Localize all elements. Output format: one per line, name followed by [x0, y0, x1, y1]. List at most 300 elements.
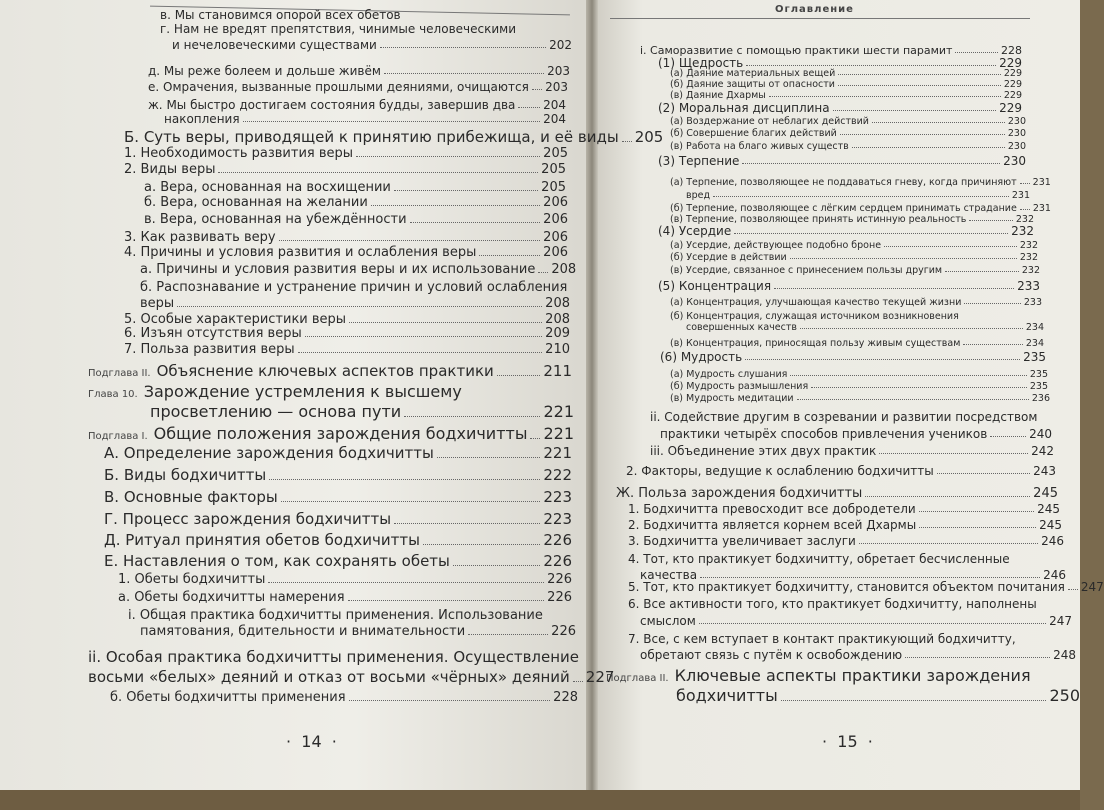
toc-entry-title [148, 64, 381, 78]
toc-entry-text: 5. Особые характеристики веры [124, 312, 347, 327]
right-toc-entry [670, 252, 1038, 263]
left-toc-entry [124, 230, 568, 245]
toc-entry-text: 1. Необходимость развития веры [124, 146, 354, 161]
toc-page-number: 210 [545, 342, 570, 357]
leader-dots [742, 163, 1000, 164]
leader-dots [404, 416, 540, 417]
left-toc-entry [88, 362, 572, 380]
toc-entry-title [640, 648, 902, 662]
toc-entry-text: Г. Процесс зарождения бодхичитты [104, 510, 392, 528]
toc-page-number: 243 [1033, 464, 1056, 478]
toc-entry-text: 2. Бодхичитта является корнем всей Дхармы [628, 518, 917, 532]
toc-entry-title [606, 666, 1076, 685]
leader-dots [781, 700, 1047, 701]
toc-entry-title [148, 98, 515, 112]
leader-dots [269, 479, 540, 480]
right-toc-entry [660, 427, 1052, 441]
toc-page-number: 227 [585, 668, 615, 686]
right-toc-entry [640, 648, 1076, 662]
right-toc-entry [670, 381, 1048, 392]
leader-dots [1068, 589, 1078, 590]
right-toc-entry [670, 203, 1051, 214]
toc-entry-prefix: Подглава II. [88, 368, 151, 379]
toc-entry-title [670, 240, 881, 251]
toc-entry-title [628, 518, 916, 532]
toc-entry-title [88, 668, 570, 686]
right-toc-entry [660, 350, 1046, 364]
toc-entry-text: бодхичитты [676, 686, 778, 705]
left-toc-entry [124, 128, 664, 146]
toc-page-number: 245 [1037, 502, 1060, 516]
leader-dots [349, 700, 551, 701]
right-toc-entry [628, 534, 1064, 548]
left-toc-entry [160, 8, 580, 22]
leader-dots [349, 322, 542, 323]
toc-entry-text: 4. Причины и условия развития и ослабления веры [124, 245, 477, 260]
toc-entry-title [660, 427, 987, 441]
leader-dots [859, 543, 1038, 544]
toc-entry-text: 4. Тот, кто практикует бодхичитту, обретает бесчисленные [628, 552, 1010, 566]
toc-page-number: 233 [1023, 297, 1042, 308]
toc-entry-text: д. Мы реже болеем и дольше живём [148, 64, 381, 78]
toc-entry-title [104, 510, 391, 528]
right-toc-entry [650, 410, 1050, 424]
toc-entry-title [670, 393, 794, 404]
right-toc-entry [670, 116, 1026, 127]
toc-entry-title [686, 322, 797, 333]
toc-page-number: 223 [543, 488, 572, 506]
toc-entry-text: 3. Бодхичитта увеличивает заслуги [628, 534, 856, 548]
toc-page-number: 208 [545, 296, 570, 311]
toc-page-number: 229 [999, 101, 1022, 115]
toc-page-number: 204 [543, 98, 566, 112]
left-toc-entry [124, 245, 568, 260]
right-toc-entry [658, 279, 1040, 293]
leader-dots [790, 258, 1017, 259]
leader-dots [865, 496, 1030, 497]
left-toc-entry [110, 690, 578, 705]
toc-entry-text: (б) Совершение благих действий [670, 128, 837, 139]
toc-entry-title [670, 177, 1017, 188]
toc-page-number: 231 [1032, 203, 1051, 214]
toc-entry-prefix: Глава 10. [88, 389, 138, 400]
toc-entry-text: В. Основные факторы [104, 488, 278, 506]
toc-page-number: 235 [1023, 350, 1046, 364]
toc-entry-title [640, 614, 696, 628]
toc-page-number: 228 [553, 690, 578, 705]
right-toc-entry [670, 90, 1022, 101]
leader-dots [479, 255, 540, 256]
toc-entry-text: (б) Терпение, позволяющее с лёгким сердцем принимать страдание [670, 203, 1017, 214]
toc-entry-title [628, 552, 1064, 566]
left-toc-entry [164, 112, 566, 126]
toc-page-number: 206 [543, 245, 568, 260]
toc-entry-title [670, 116, 869, 127]
toc-page-number: 247 [1049, 614, 1072, 628]
leader-dots [177, 306, 542, 307]
leader-dots [919, 511, 1034, 512]
toc-entry-text: (6) Мудрость [660, 350, 743, 364]
toc-entry-text: 1. Бодхичитта превосходит все добродетели [628, 502, 916, 516]
toc-entry-text: Б. Суть веры, приводящей к принятию прибежища, и её виды [124, 128, 619, 146]
toc-entry-title [124, 230, 276, 245]
toc-entry-text: Ж. Польза зарождения бодхичитты [616, 486, 863, 501]
toc-entry-text: (в) Терпение, позволяющее принять истинную реальность [670, 214, 967, 225]
toc-entry-text: (в) Мудрость медитации [670, 393, 794, 404]
toc-entry-text: памятования, бдительности и внимательности [140, 624, 466, 639]
toc-page-number: 203 [545, 80, 568, 94]
leader-dots [281, 501, 541, 502]
toc-entry-text: б. Вера, основанная на желании [144, 195, 368, 210]
left-toc-entry [88, 424, 575, 443]
toc-entry-text: (3) Терпение [658, 154, 740, 168]
leader-dots [746, 65, 996, 66]
leader-dots [872, 122, 1005, 123]
leader-dots [919, 527, 1036, 528]
leader-dots [811, 387, 1027, 388]
toc-page-number: 229 [999, 56, 1022, 70]
right-toc-entry [676, 686, 1080, 705]
left-toc-entry [124, 162, 566, 177]
toc-entry-text: ii. Особая практика бодхичитты применения. Осуществление [88, 648, 580, 666]
leader-dots [356, 156, 540, 157]
toc-entry-title [670, 297, 961, 308]
toc-entry-title [628, 502, 916, 516]
toc-page-number: 221 [543, 424, 575, 443]
toc-entry-text: ж. Мы быстро достигаем состояния будды, завершив два [148, 98, 516, 112]
toc-entry-title [124, 312, 346, 327]
toc-entry-text: б. Обеты бодхичитты применения [110, 690, 346, 705]
leader-dots [532, 89, 542, 90]
toc-entry-text: (в) Концентрация, приносящая пользу живым существам [670, 338, 961, 349]
toc-entry-text: Зарождение устремления к высшему [143, 382, 462, 401]
toc-entry-text: А. Определение зарождения бодхичитты [104, 444, 434, 462]
toc-page-number: 232 [1015, 214, 1034, 225]
leader-dots [573, 681, 583, 682]
leader-dots [394, 190, 538, 191]
toc-entry-title [160, 8, 580, 22]
header-rule [610, 18, 1030, 19]
leader-dots [394, 523, 540, 524]
toc-page-number: 211 [543, 362, 572, 380]
toc-entry-text: качества [640, 568, 698, 582]
right-toc-entry [670, 265, 1040, 276]
leader-dots [497, 375, 541, 376]
leader-dots [713, 196, 1009, 197]
toc-entry-title [104, 488, 278, 506]
toc-entry-title [144, 212, 407, 227]
toc-entry-title [670, 68, 835, 79]
leader-dots [268, 582, 544, 583]
toc-entry-text: (б) Даяние защиты от опасности [670, 79, 835, 90]
toc-entry-text: 6. Изъян отсутствия веры [124, 326, 302, 341]
toc-entry-title [124, 128, 619, 146]
toc-page-number: 250 [1049, 686, 1080, 705]
toc-entry-text: (в) Даяние Дхармы [670, 90, 766, 101]
leader-dots [371, 205, 540, 206]
toc-page-number: 203 [547, 64, 570, 78]
left-toc-entry [148, 64, 570, 78]
leader-dots [410, 222, 541, 223]
toc-page-number: 231 [1011, 190, 1030, 201]
toc-entry-title [140, 624, 465, 639]
toc-entry-text: веры [140, 296, 175, 311]
toc-entry-title [670, 265, 942, 276]
toc-entry-text: 7. Все, с кем вступает в контакт практикующий бодхичитту, [628, 632, 1016, 646]
toc-entry-text: (4) Усердие [658, 224, 732, 238]
toc-page-number: 205 [543, 146, 568, 161]
toc-entry-text: (в) Работа на благо живых существ [670, 141, 849, 152]
toc-entry-text: г. Нам не вредят препятствия, чинимые человеческими [160, 22, 516, 36]
toc-page-number: 226 [547, 572, 572, 587]
toc-page-number: 226 [547, 590, 572, 605]
leader-dots [305, 336, 542, 337]
left-toc-entry [140, 624, 576, 639]
toc-page-number: 246 [1041, 534, 1064, 548]
right-toc-entry [606, 666, 1076, 685]
toc-page-number: 221 [543, 402, 574, 421]
toc-entry-prefix: Подглава II. [606, 673, 669, 684]
left-toc-entry [128, 608, 576, 623]
toc-entry-title [172, 38, 377, 52]
left-toc-entry [124, 312, 570, 327]
left-toc-entry [104, 466, 572, 484]
toc-page-number: 229 [1003, 68, 1022, 79]
leader-dots [298, 352, 543, 353]
toc-entry-title [670, 338, 960, 349]
toc-entry-text: (б) Усердие в действии [670, 252, 787, 263]
toc-entry-title [670, 128, 837, 139]
toc-entry-title [104, 552, 450, 570]
toc-entry-text: (а) Даяние материальных вещей [670, 68, 836, 79]
toc-entry-title [144, 195, 368, 210]
right-toc-entry [670, 128, 1026, 139]
toc-entry-text: iii. Объединение этих двух практик [650, 444, 877, 458]
left-toc-entry [124, 326, 570, 341]
leader-dots [348, 600, 545, 601]
right-toc-entry [670, 79, 1022, 90]
toc-page-number: 206 [543, 195, 568, 210]
toc-entry-text: 5. Тот, кто практикует бодхичитту, становится объектом почитания [628, 580, 1065, 594]
leader-dots [769, 96, 1001, 97]
left-toc-entry [140, 296, 570, 311]
toc-entry-title [616, 486, 862, 501]
toc-page-number: 235 [1029, 381, 1048, 392]
toc-page-number: 230 [1007, 141, 1026, 152]
leader-dots [790, 375, 1026, 376]
leader-dots [423, 544, 540, 545]
toc-entry-text: (а) Воздержание от неблагих действий [670, 116, 869, 127]
left-toc-entry [140, 262, 577, 277]
left-toc-entry [144, 212, 568, 227]
leader-dots [530, 438, 540, 439]
left-toc-entry [160, 22, 575, 36]
toc-entry-title [658, 279, 771, 293]
toc-entry-title [88, 424, 527, 443]
leader-dots [833, 110, 996, 111]
toc-entry-text: (1) Щедрость [658, 56, 744, 70]
right-toc-entry [670, 338, 1044, 349]
toc-page-number: 245 [1033, 486, 1058, 501]
toc-page-number: 231 [1032, 177, 1051, 188]
leader-dots [937, 473, 1030, 474]
toc-page-number: 223 [543, 510, 572, 528]
toc-page-number: 202 [549, 38, 572, 52]
toc-entry-title [164, 112, 240, 126]
leader-dots [538, 272, 548, 273]
toc-entry-title [658, 101, 830, 115]
toc-page-number: 205 [541, 162, 566, 177]
leader-dots [969, 220, 1012, 221]
toc-page-number: 206 [543, 212, 568, 227]
toc-entry-title [118, 572, 265, 587]
leader-dots [955, 52, 998, 53]
right-toc-entry [670, 240, 1038, 251]
toc-entry-title [150, 402, 401, 421]
right-toc-entry [686, 190, 1030, 201]
leader-dots [218, 172, 538, 173]
left-toc-entry [148, 98, 566, 112]
leader-dots [622, 141, 632, 142]
toc-page-number: 229 [1003, 90, 1022, 101]
right-toc-entry [650, 444, 1054, 458]
toc-entry-text: смыслом [640, 614, 696, 628]
toc-entry-text: Е. Наставления о том, как сохранять обеты [104, 552, 450, 570]
leader-dots [990, 436, 1026, 437]
toc-entry-title [660, 350, 742, 364]
left-toc-entry [124, 146, 568, 161]
toc-entry-text: Б. Виды бодхичитты [104, 466, 267, 484]
toc-entry-text: восьми «белых» деяний и отказ от восьми «чёрных» деяний [88, 668, 570, 686]
toc-entry-title [686, 190, 710, 201]
leader-dots [797, 399, 1029, 400]
toc-page-number: 205 [634, 128, 664, 146]
toc-entry-title [670, 369, 787, 380]
toc-entry-prefix: Подглава I. [88, 431, 148, 442]
right-toc-entry [640, 614, 1072, 628]
toc-page-number: 232 [1019, 240, 1038, 251]
toc-entry-title [110, 690, 346, 705]
leader-dots [437, 457, 541, 458]
toc-page-number: 232 [1019, 252, 1038, 263]
book-spine [586, 0, 598, 810]
toc-page-number: 221 [543, 444, 572, 462]
leader-dots [884, 246, 1017, 247]
right-toc-entry [686, 322, 1044, 333]
toc-page-number: 226 [543, 531, 572, 549]
toc-entry-text: (б) Мудрость размышления [670, 381, 809, 392]
toc-page-number: 240 [1029, 427, 1052, 441]
leader-dots [945, 271, 1019, 272]
right-page-number: · 15 · [822, 732, 873, 751]
toc-entry-title [128, 608, 576, 623]
right-toc-entry [670, 393, 1050, 404]
toc-entry-title [670, 311, 1042, 322]
toc-page-number: 209 [545, 326, 570, 341]
right-toc-entry [670, 141, 1026, 152]
leader-dots [518, 107, 540, 108]
toc-page-number: 230 [1007, 116, 1026, 127]
left-page-number: · 14 · [286, 732, 337, 751]
toc-page-number: 234 [1025, 322, 1044, 333]
toc-entry-text: а. Причины и условия развития веры и их использование [140, 262, 536, 277]
toc-entry-text: (в) Усердие, связанное с принесением пользы другим [670, 265, 943, 276]
toc-page-number: 232 [1021, 265, 1040, 276]
toc-entry-title [104, 531, 420, 549]
toc-entry-title [676, 686, 778, 705]
left-toc-entry [172, 38, 572, 52]
toc-page-number: 230 [1003, 154, 1026, 168]
leader-dots [1020, 183, 1030, 184]
toc-page-number: 248 [1053, 648, 1076, 662]
toc-entry-title [88, 648, 579, 666]
toc-entry-title [628, 534, 856, 548]
leader-dots [838, 85, 1001, 86]
toc-page-number: 208 [545, 312, 570, 327]
toc-entry-title [658, 224, 731, 238]
toc-entry-title [670, 79, 835, 90]
toc-page-number: 208 [551, 262, 577, 277]
leader-dots [838, 74, 1001, 75]
toc-entry-text: i. Общая практика бодхичитты применения. Использование [128, 608, 543, 623]
left-toc-entry [118, 590, 572, 605]
toc-entry-title [650, 410, 1050, 424]
left-toc-entry [150, 402, 574, 421]
toc-entry-text: i. Саморазвитие с помощью практики шести парамит [640, 44, 953, 57]
right-toc-entry [628, 518, 1062, 532]
toc-entry-title [124, 245, 476, 260]
toc-entry-title [670, 203, 1017, 214]
right-toc-entry [626, 464, 1056, 478]
toc-entry-text: 2. Виды веры [124, 162, 216, 177]
toc-page-number: 204 [543, 112, 566, 126]
leader-dots [905, 657, 1050, 658]
toc-entry-title [650, 444, 876, 458]
right-toc-entry [658, 154, 1026, 168]
leader-dots [1020, 209, 1030, 210]
right-toc-entry [670, 177, 1051, 188]
toc-entry-text: Объяснение ключевых аспектов практики [156, 362, 494, 380]
leader-dots [745, 359, 1020, 360]
toc-entry-text: (а) Концентрация, улучшающая качество текущей жизни [670, 297, 962, 308]
right-toc-entry [670, 311, 1042, 322]
toc-entry-text: 7. Польза развития веры [124, 342, 295, 357]
toc-entry-text: практики четырёх способов привлечения учеников [660, 427, 988, 441]
toc-page-number: 228 [1001, 44, 1022, 57]
toc-entry-title [670, 141, 849, 152]
toc-entry-title [124, 162, 215, 177]
left-toc-entry [104, 552, 572, 570]
right-toc-entry [670, 297, 1042, 308]
right-toc-entry [658, 224, 1034, 238]
right-toc-entry [628, 552, 1064, 566]
toc-entry-title [658, 154, 739, 168]
toc-entry-text: вред [686, 190, 711, 201]
left-toc-entry [88, 668, 615, 686]
toc-entry-title [628, 580, 1065, 594]
toc-entry-title [626, 464, 934, 478]
right-toc-entry [658, 101, 1022, 115]
toc-entry-title [140, 296, 174, 311]
left-toc-entry [88, 648, 578, 666]
leader-dots [734, 233, 1008, 234]
toc-entry-title [88, 382, 572, 401]
left-toc-entry [118, 572, 572, 587]
toc-page-number: 242 [1031, 444, 1054, 458]
left-toc-entry [88, 382, 572, 401]
leader-dots [279, 240, 541, 241]
toc-entry-title [104, 444, 434, 462]
